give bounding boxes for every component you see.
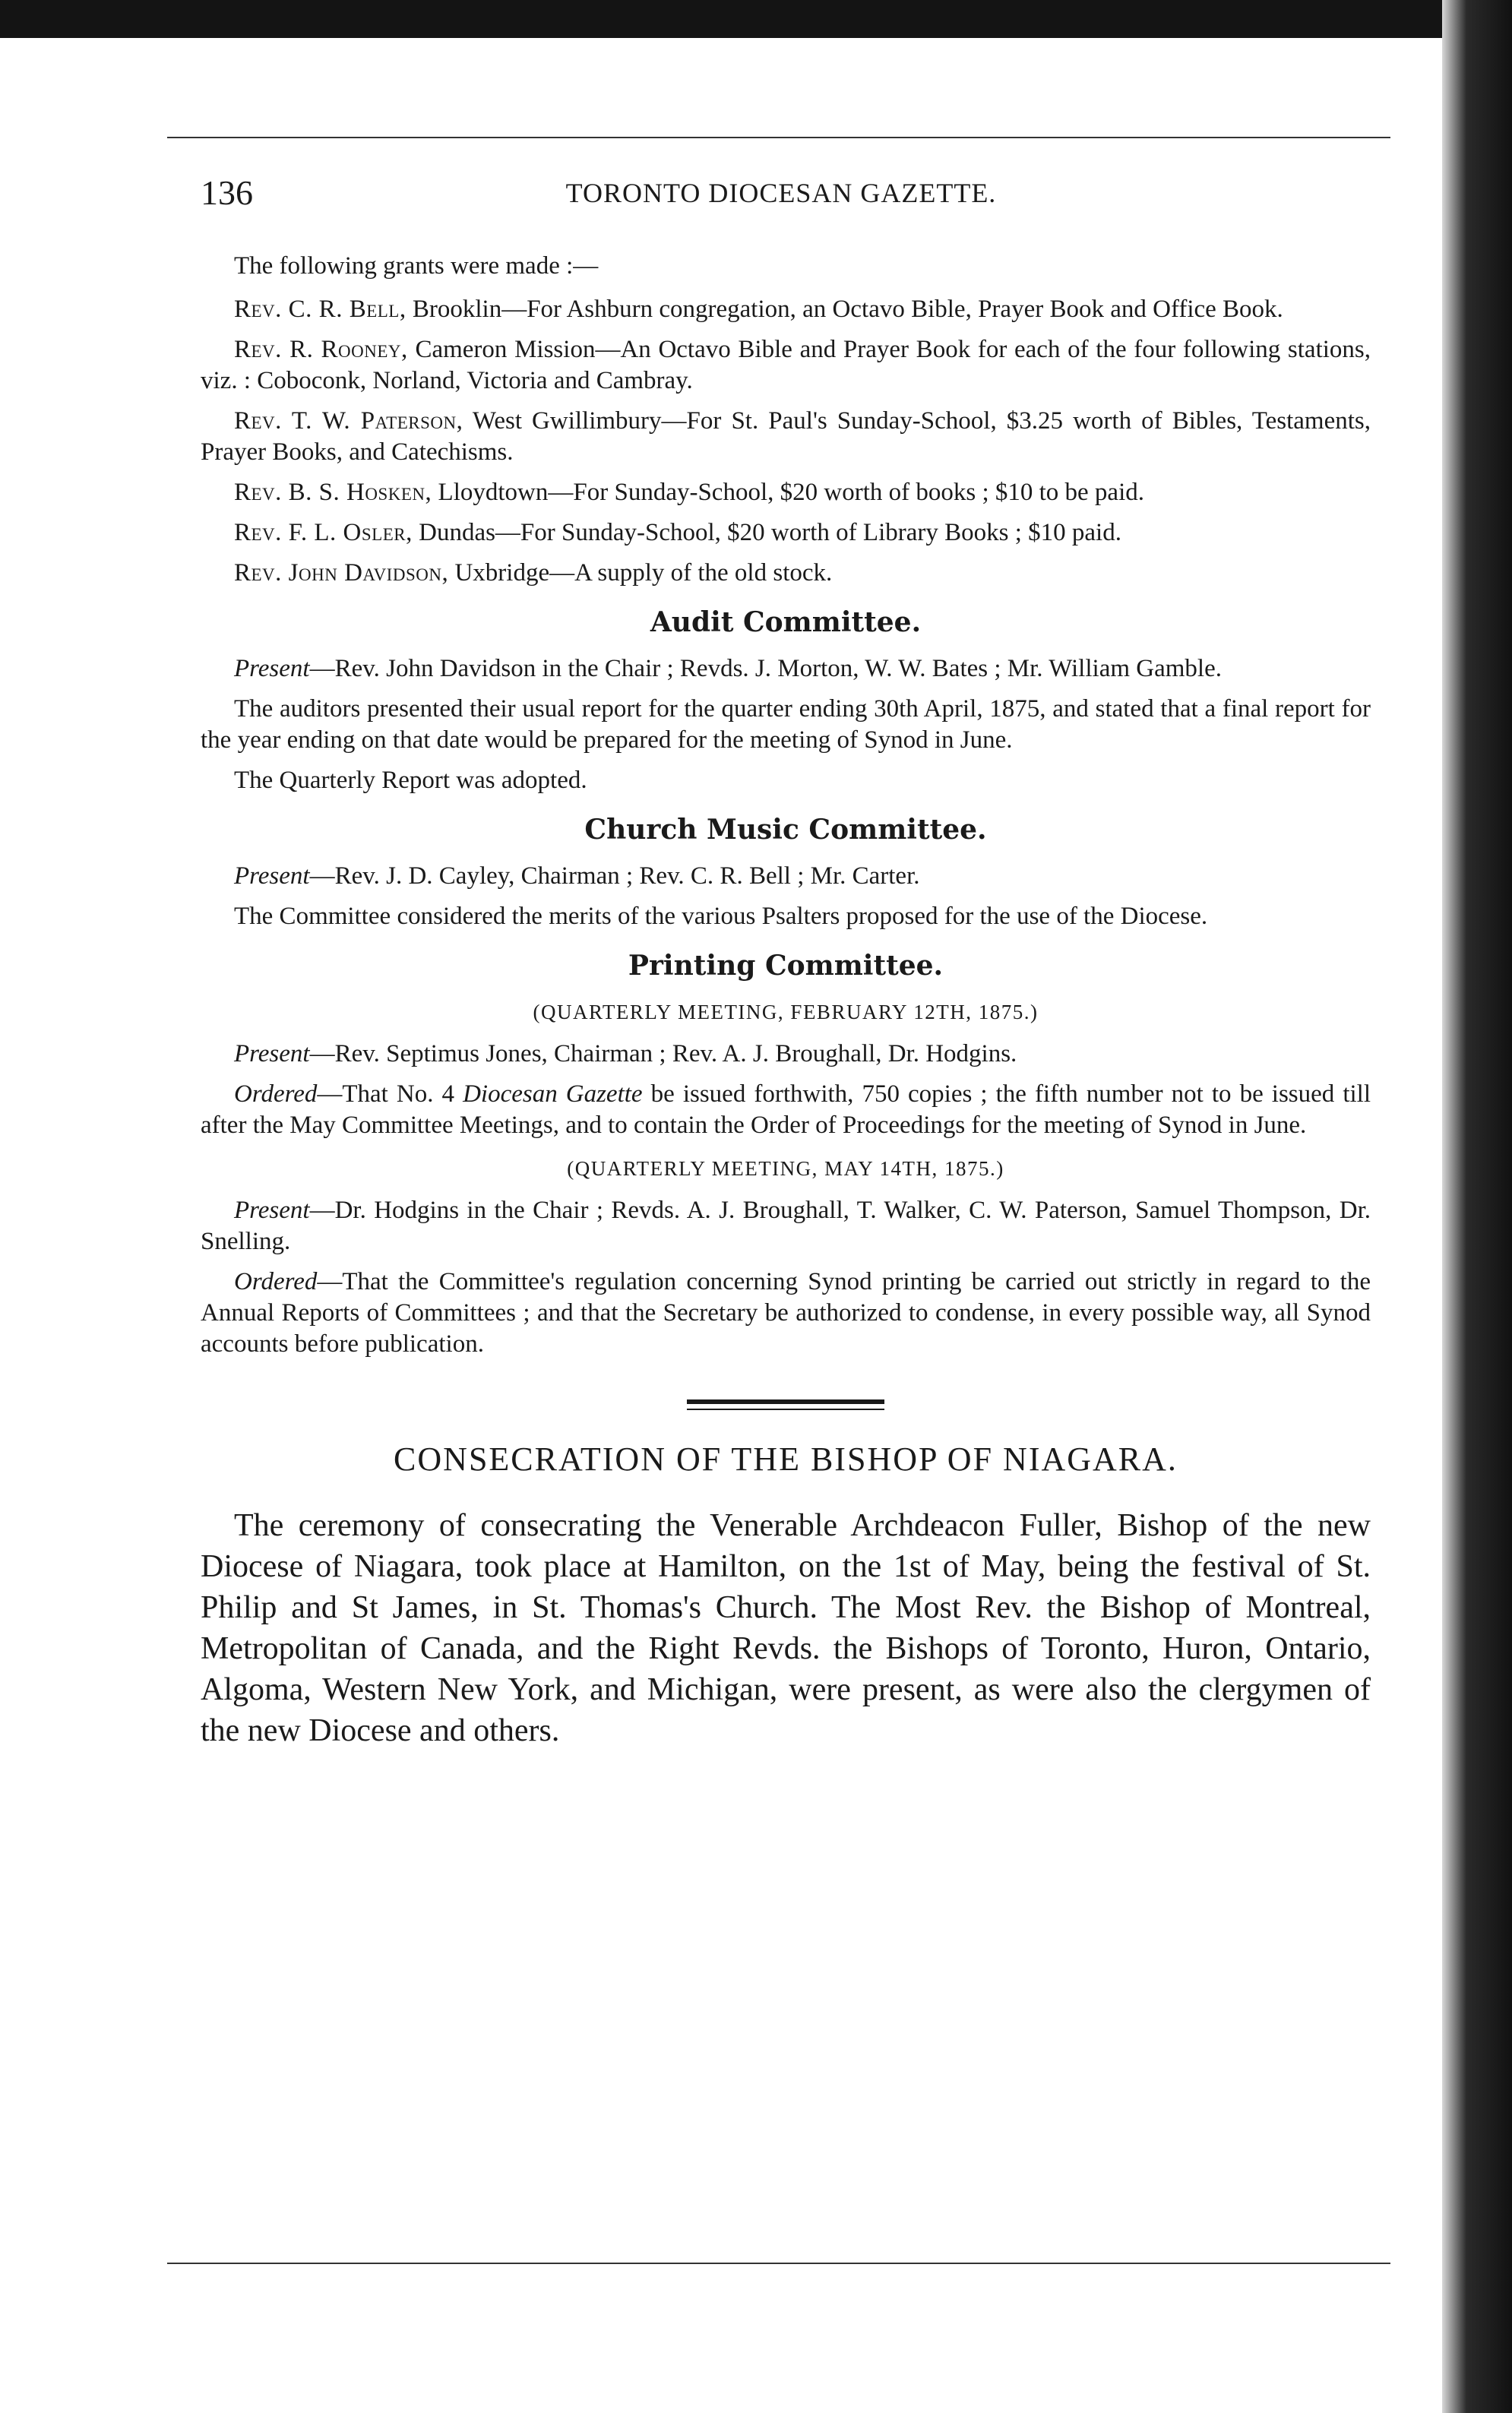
present-label: Present: [234, 655, 310, 682]
present-text: —Rev. Septimus Jones, Chairman ; Rev. A. J. Broughall, Dr. Hodgins.: [309, 1040, 1017, 1067]
music-psalters: The Committee considered the merits of the various Psalters proposed for the use of the Diocese.: [234, 903, 1208, 930]
consecration-paragraph: The ceremony of consecrating the Venerable Archdeacon Fuller, Bishop of the new Diocese of Niagara, took place at Hamilton, on the 1st of May, being the festival of St. Philip and St James, in St. Thomas's Church. The Most Rev. the Bishop of Montreal, Metropolitan of Canada, and the Right Revds. the Bishops of Toronto, Huron, Ontario, Algoma, Western New York, and Michigan, were present, as were also the clergymen of the new Diocese and others.: [201, 1508, 1371, 1748]
grant-recipient: Rev. T. W. Paterson,: [234, 407, 463, 435]
present-text: —Rev. John Davidson in the Chair ; Revds. J. Morton, W. W. Bates ; Mr. William Gamble.: [309, 655, 1222, 682]
printing-committee-heading: Printing Committee.: [628, 950, 944, 982]
grant-recipient: Rev. C. R. Bell,: [234, 296, 406, 323]
music-committee-heading: Church Music Committee.: [584, 814, 987, 846]
printing-present-feb: [201, 1039, 1371, 1070]
grant-recipient: Rev. R. Rooney,: [234, 336, 408, 363]
present-label: Present: [234, 1040, 310, 1067]
music-present: [201, 861, 1371, 892]
section-divider-thin: [687, 1409, 884, 1410]
grant-recipient: Rev. F. L. Osler,: [234, 519, 413, 546]
ordered-label: Ordered: [234, 1268, 318, 1295]
audit-adopted: The Quarterly Report was adopted.: [234, 767, 587, 794]
grant-item: [201, 334, 1371, 397]
present-text: —Dr. Hodgins in the Chair ; Revds. A. J. Broughall, T. Walker, C. W. Paterson, Samuel Thompson, Dr. Snelling.: [201, 1197, 1371, 1255]
meeting-date-may: (QUARTERLY MEETING, MAY 14TH, 1875.): [567, 1157, 1004, 1180]
gazette-page: [173, 133, 1389, 2313]
grant-item: [201, 477, 1371, 508]
gazette-italic: Diocesan Gazette: [463, 1080, 643, 1108]
audit-committee-heading: Audit Committee.: [650, 606, 922, 638]
present-label: Present: [234, 862, 310, 890]
scan-right-border: [1442, 0, 1512, 2413]
grant-text: West Gwillimbury—For St. Paul's Sunday-School, $3.25 worth of Bibles, Testaments, Prayer Books, and Catechisms.: [201, 407, 1371, 466]
running-title: TORONTO DIOCESAN GAZETTE.: [565, 178, 997, 208]
audit-report: The auditors presented their usual report for the quarter ending 30th April, 1875, and stated that a final report for the year ending on that date would be prepared for the meeting of Synod in June.: [201, 695, 1371, 754]
ordered-text: —That No. 4: [317, 1080, 463, 1108]
grants-intro: The following grants were made :—: [234, 252, 599, 280]
ordered-label: Ordered: [234, 1080, 318, 1108]
section-divider: [687, 1399, 884, 1404]
grant-item: [201, 558, 1371, 589]
grant-text: Uxbridge—A supply of the old stock.: [448, 559, 833, 587]
grant-text: Dundas—For Sunday-School, $20 worth of Library Books ; $10 paid.: [412, 519, 1121, 546]
grant-item: [201, 294, 1371, 325]
meeting-date-february: (QUARTERLY MEETING, FEBRUARY 12TH, 1875.): [533, 1001, 1039, 1023]
printing-ordered-may: [201, 1267, 1371, 1360]
page-number: 136: [201, 173, 253, 212]
printing-ordered-feb: [201, 1079, 1371, 1141]
ordered-text: —That the Committee's regulation concerning Synod printing be carried out strictly in regard to the Annual Reports of Committees ; and that the Secretary be authorized to condense, in every possible way, all Synod accounts before publication.: [201, 1268, 1371, 1358]
grant-text: Brooklin—For Ashburn congregation, an Octavo Bible, Prayer Book and Office Book.: [406, 296, 1283, 323]
present-label: Present: [234, 1197, 310, 1224]
scan-top-border: [0, 0, 1512, 38]
present-text: —Rev. J. D. Cayley, Chairman ; Rev. C. R. Bell ; Mr. Carter.: [309, 862, 920, 890]
printing-present-may: [201, 1195, 1371, 1257]
grant-item: [201, 517, 1371, 549]
grant-text: Cameron Mission—An Octavo Bible and Prayer Book for each of the four following stations, viz. : Coboconk, Norland, Victoria and Cambray.: [201, 336, 1371, 394]
audit-present: [201, 653, 1371, 685]
grant-recipient: Rev. B. S. Hosken,: [234, 479, 432, 506]
grant-recipient: Rev. John Davidson,: [234, 559, 449, 587]
grant-item: [201, 406, 1371, 468]
ordered-text-rest: be issued forthwith, 750 copies ; the fifth number not to be issued till after the May Committee Meetings, and to contain the Order of Proceedings for the meeting of Synod in June.: [201, 1080, 1371, 1139]
consecration-heading: CONSECRATION OF THE BISHOP OF NIAGARA.: [394, 1441, 1178, 1478]
grant-text: Lloydtown—For Sunday-School, $20 worth of books ; $10 to be paid.: [432, 479, 1144, 506]
page-content: [201, 251, 1371, 1760]
page-header: [173, 172, 1389, 218]
